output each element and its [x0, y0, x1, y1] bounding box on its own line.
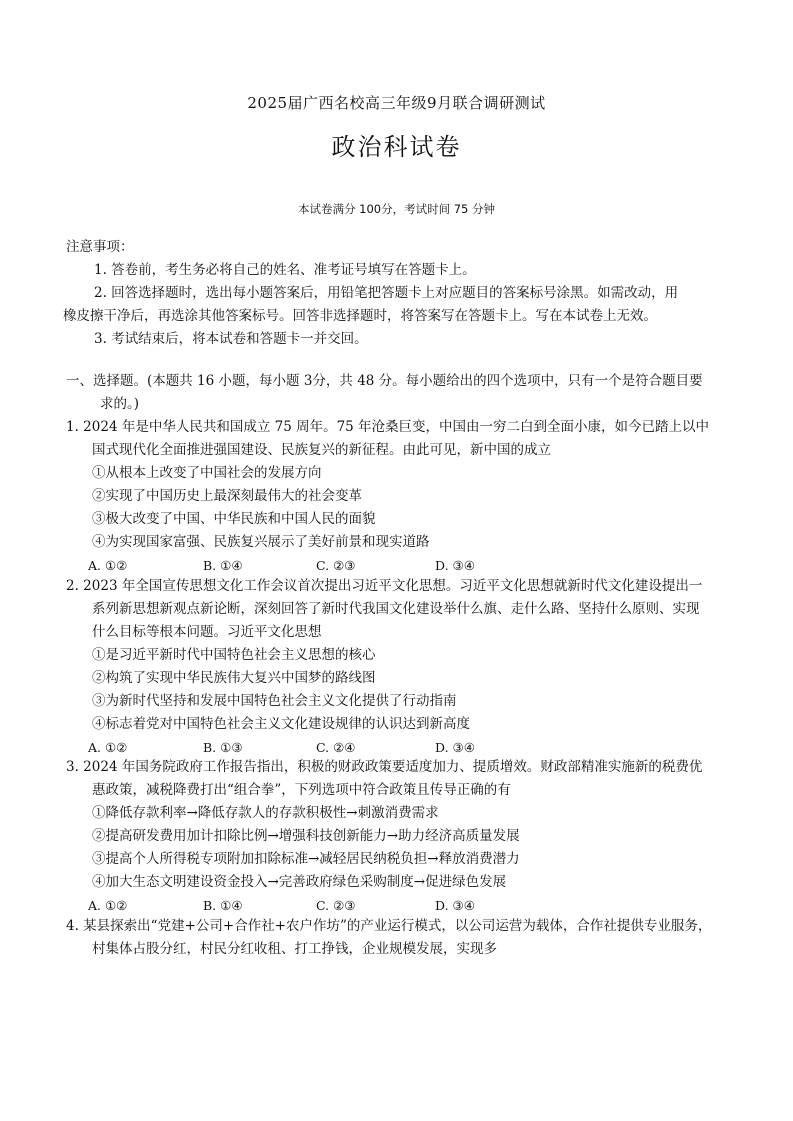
statement-item: ③极大改变了中国、中华民族和中国人民的面貌	[92, 511, 376, 527]
question-stem-line: 村集体占股分红，村民分红收租、打工挣钱，企业规模发展，实现多	[92, 941, 497, 957]
notes-item-2-line-2: 橡皮擦干净后，再选涂其他答案标号。回答非选择题时，将答案写在答题卡上。写在本试卷上无效。	[63, 308, 657, 324]
statement-item: ③为新时代坚持和发展中国特色社会主义文化提供了行动指南	[92, 693, 457, 709]
question-stem-line: 系列新思想新观点新论断，深刻回答了新时代我国文化建设举什么旗、走什么路、坚持什么原则、实现	[92, 601, 700, 617]
section-heading-line-1: 一、选择题。(本题共 16 小题，每小题 3分，共 48 分。每小题给出的四个选项中，只有一个是符合题目要	[66, 373, 703, 389]
statement-item: ②构筑了实现中华民族伟大复兴中国梦的路线图	[92, 670, 376, 686]
score-time-line: 本试卷满分 100分，考试时间 75 分钟	[297, 202, 496, 216]
question-stem-line: 国式现代化全面推进强国建设、民族复兴的新征程。由此可见，新中国的成立	[92, 442, 551, 458]
question-stem-line: 4. 某县探索出“党建+公司+合作社+农户作坊”的产业运行模式，以公司运营为载体，合作社提供专业服务，	[66, 918, 712, 934]
statement-item: ①降低存款利率→降低存款人的存款积极性→刺激消费需求	[92, 805, 439, 821]
subject-title: 政治科试卷	[331, 133, 462, 161]
statement-item: ③提高个人所得税专项附加扣除标准→减轻居民纳税负担→释放消费潜力	[92, 851, 520, 867]
section-heading-line-2: 求的。)	[100, 396, 140, 412]
notes-heading: 注意事项：	[66, 239, 134, 255]
answer-options	[0, 894, 793, 917]
question-stem-line: 1. 2024 年是中华人民共和国成立 75 周年。75 年沧桑巨变，中国由一穷二白到全面小康，如今已踏上以中	[66, 419, 710, 435]
option-d: D. ③④	[435, 740, 475, 755]
notes-item-2-line-1: 2. 回答选择题时，选出每小题答案后，用铅笔把答题卡上对应题目的答案标号涂黑。如需改动，用	[94, 285, 679, 301]
question-stem-line: 3. 2024 年国务院政府工作报告指出，积极的财政政策要适度加力、提质增效。财政部精准实施新的税费优	[66, 759, 703, 775]
answer-options	[0, 554, 793, 577]
notes-item-1: 1. 答卷前，考生务必将自己的姓名、准考证号填写在答题卡上。	[94, 262, 476, 278]
question-stem-line: 惠政策，减税降费打出“组合拳”，下列选项中符合政策且传导正确的有	[92, 782, 511, 798]
statement-item: ④标志着党对中国特色社会主义文化建设规律的认识达到新高度	[92, 716, 470, 732]
option-b: B. ①④	[203, 898, 243, 913]
question-stem-line: 什么目标等根本问题。习近平文化思想	[92, 624, 322, 640]
exam-title: 2025届广西名校高三年级9月联合调研测试	[247, 94, 546, 112]
option-b: B. ①③	[203, 740, 243, 755]
option-c: C. ②③	[316, 898, 356, 913]
option-b: B. ①④	[203, 558, 243, 573]
option-c: C. ②④	[316, 740, 356, 755]
statement-item: ④加大生态文明建设资金投入→完善政府绿色采购制度→促进绿色发展	[92, 874, 507, 890]
question-stem-line: 2. 2023 年全国宣传思想文化工作会议首次提出习近平文化思想。习近平文化思想就新时代文化建设提出一	[66, 578, 703, 594]
statement-item: ①是习近平新时代中国特色社会主义思想的核心	[92, 647, 376, 663]
notes-item-3: 3. 考试结束后，将本试卷和答题卡一并交回。	[94, 331, 368, 347]
statement-item: ②提高研发费用加计扣除比例→增强科技创新能力→助力经济高质量发展	[92, 828, 520, 844]
option-a: A. ①②	[88, 740, 128, 755]
option-c: C. ②③	[316, 558, 356, 573]
statement-item: ①从根本上改变了中国社会的发展方向	[92, 465, 322, 481]
option-d: D. ③④	[435, 558, 475, 573]
option-d: D. ③④	[435, 898, 475, 913]
option-a: A. ①②	[88, 558, 128, 573]
statement-item: ④为实现国家富强、民族复兴展示了美好前景和现实道路	[92, 534, 430, 550]
statement-item: ②实现了中国历史上最深刻最伟大的社会变革	[92, 488, 362, 504]
option-a: A. ①②	[88, 898, 128, 913]
